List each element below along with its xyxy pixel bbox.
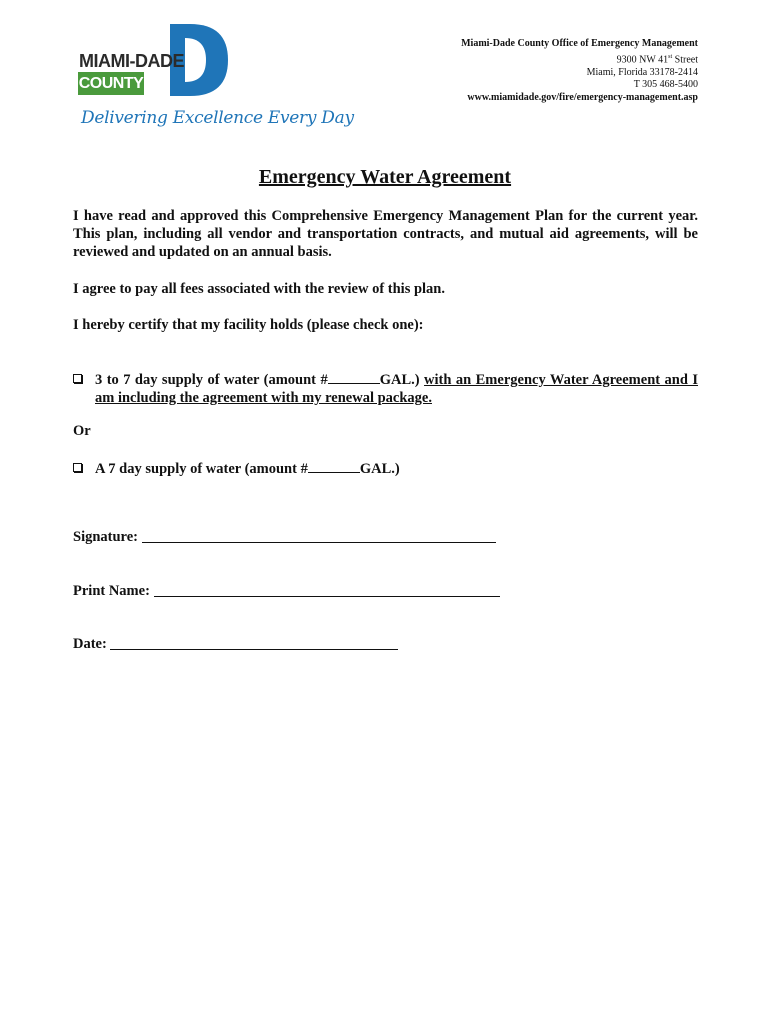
office-name: Miami-Dade County Office of Emergency Management xyxy=(461,38,698,49)
logo-name-bottom: COUNTY xyxy=(78,72,144,95)
option-agreement-text xyxy=(73,369,698,407)
water-option-agreement xyxy=(73,369,698,407)
print-name-row xyxy=(73,583,500,600)
fees-paragraph: I agree to pay all fees associated with the review of this plan. xyxy=(73,281,446,297)
print-name-label: Print Name: xyxy=(73,583,150,599)
checkbox-option-agreement[interactable] xyxy=(73,374,82,383)
certify-paragraph: I hereby certify that my facility holds (please check one): xyxy=(73,317,424,333)
date-label: Date: xyxy=(73,636,107,652)
print-name-field[interactable] xyxy=(154,596,500,597)
approval-paragraph: I have read and approved this Comprehensive Emergency Management Plan for the current year. This plan, including all vendor and transportation contracts, and mutual aid agreements, will be reviewed and updated on an annual basis. xyxy=(73,208,698,260)
option-agreement-prefix: 3 to 7 day supply of water (amount # xyxy=(95,372,328,388)
street-number: 9300 NW 41 xyxy=(616,53,669,65)
logo-tagline: Delivering Excellence Every Day xyxy=(81,108,354,128)
option-supply-gal: GAL.) xyxy=(359,461,400,477)
option-agreement-condition: with an Emergency Water Agreement and I am including the agreement with my renewal package. xyxy=(95,372,699,406)
signature-label: Signature: xyxy=(73,529,138,545)
checkbox-option-supply[interactable] xyxy=(73,463,82,472)
office-address-block xyxy=(461,38,698,104)
date-row xyxy=(73,636,398,653)
logo-name-top: MIAMI-DADE xyxy=(79,51,184,71)
option-supply-prefix: A 7 day supply of water (amount # xyxy=(95,461,308,477)
signature-field[interactable] xyxy=(142,542,496,543)
document-title: Emergency Water Agreement xyxy=(258,166,512,188)
or-label: Or xyxy=(73,423,91,439)
street-word: Street xyxy=(672,53,698,65)
option-supply-text xyxy=(73,458,698,478)
office-city: Miami, Florida 33178-2414 xyxy=(586,66,698,78)
date-field[interactable] xyxy=(110,649,398,650)
water-option-supply xyxy=(73,458,698,478)
signature-row xyxy=(73,529,496,546)
office-phone: T 305 468-5400 xyxy=(633,79,698,91)
amount-gallons-field-2[interactable] xyxy=(308,458,360,473)
office-url[interactable]: www.miamidade.gov/fire/emergency-management.asp xyxy=(467,91,698,103)
county-logo xyxy=(78,24,354,136)
street-ordinal: st xyxy=(668,53,673,60)
office-street xyxy=(461,51,698,67)
amount-gallons-field-1[interactable] xyxy=(328,369,380,384)
option-agreement-gal: GAL.) xyxy=(379,372,425,388)
